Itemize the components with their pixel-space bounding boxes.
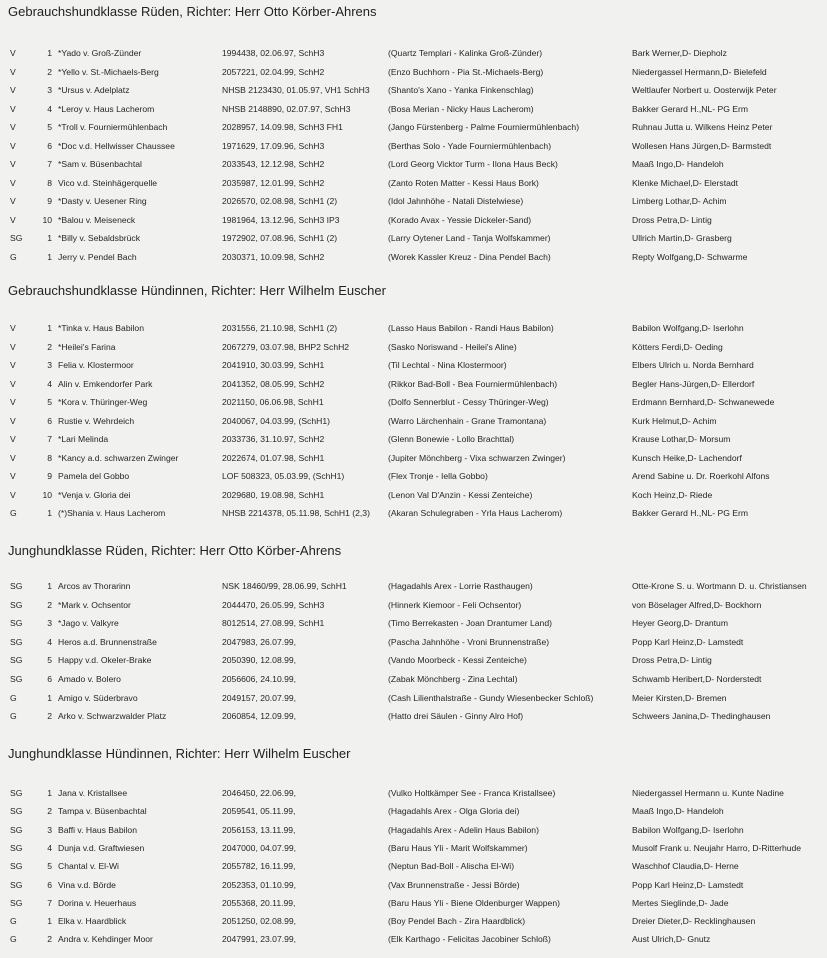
dog-name: Heros a.d. Brunnenstraße <box>58 636 157 647</box>
parents: (Warro Lärchenhain - Grane Tramontana) <box>388 415 547 426</box>
registration-info: 1972902, 07.08.96, SchH1 (2) <box>222 233 338 243</box>
table-row <box>0 693 827 708</box>
registration-info: 2041352, 08.05.99, SchH2 <box>222 378 325 389</box>
placing: 5 <box>47 397 52 407</box>
owner: Maaß Ingo,D- Handeloh <box>632 159 724 169</box>
registration-info: 2047983, 26.07.99, <box>222 636 297 647</box>
registration-info: LOF 508323, 05.03.99, (SchH1) <box>222 471 345 481</box>
registration-info: 2051250, 02.08.99, <box>222 916 297 927</box>
placing: 10 <box>42 214 52 225</box>
rating: G <box>10 508 17 518</box>
registration-info: NHSB 2148890, 02.07.97, SchH3 <box>222 103 351 114</box>
parents: (Dolfo Sennerblut - Cessy Thüringer-Weg) <box>388 397 549 407</box>
dog-name: *Sam v. Büsenbachtal <box>58 159 142 169</box>
table-row <box>0 379 827 394</box>
registration-info: 2055782, 16.11.99, <box>222 861 296 872</box>
dog-name: *Kancy a.d. schwarzen Zwinger <box>58 452 179 463</box>
dog-name: Jerry v. Pendel Bach <box>58 251 137 262</box>
rating: SG <box>10 636 23 647</box>
rating: V <box>10 378 16 389</box>
dog-name: Arko v. Schwarzwalder Platz <box>58 711 167 722</box>
registration-info: 2055368, 20.11.99, <box>222 897 296 908</box>
registration-info: 1971629, 17.09.96, SchH3 <box>222 140 325 151</box>
rating: G <box>10 251 17 262</box>
placing: 6 <box>47 879 52 890</box>
owner: von Böselager Alfred,D- Bockhorn <box>632 599 762 610</box>
table-row <box>0 252 827 267</box>
rating: SG <box>10 842 23 853</box>
parents: (Bosa Merian - Nicky Haus Lacherom) <box>388 103 534 114</box>
registration-info: 2047000, 04.07.99, <box>222 842 297 853</box>
dog-name: *Yello v. St.-Michaels-Berg <box>58 66 159 77</box>
owner: Schwamb Heribert,D- Norderstedt <box>632 674 762 684</box>
registration-info: 2047991, 23.07.99, <box>222 934 297 945</box>
parents: (Neptun Bad-Boll - Alischa El-Wi) <box>388 861 515 872</box>
table-row <box>0 397 827 412</box>
placing: 5 <box>47 861 52 872</box>
placing: 3 <box>47 85 52 95</box>
placing: 7 <box>47 434 52 444</box>
parents: (Vulko Holtkämper See - Franca Kristallsee) <box>388 788 556 798</box>
rating: SG <box>10 618 23 629</box>
parents: (Idol Jahnhöhe - Natali Distelwiese) <box>388 196 524 206</box>
owner: Otte-Krone S. u. Wortmann D. u. Christiansen <box>632 581 807 591</box>
registration-info: 8012514, 27.08.99, SchH1 <box>222 618 325 629</box>
rating: V <box>10 360 16 370</box>
rating: V <box>10 489 16 500</box>
dog-name: *Yado v. Groß-Zünder <box>58 48 142 58</box>
owner: Kunsch Heike,D- Lachendorf <box>632 452 742 463</box>
placing: 5 <box>47 122 52 132</box>
table-row <box>0 233 827 248</box>
dog-name: Baffi v. Haus Babilon <box>58 824 137 835</box>
dog-name: Dorina v. Heuerhaus <box>58 897 137 908</box>
table-row <box>0 490 827 505</box>
table-row <box>0 159 827 174</box>
table-row <box>0 85 827 100</box>
parents: (Lenon Val D'Anzin - Kessi Zenteiche) <box>388 489 533 500</box>
parents: (Timo Berrekasten - Joan Drantumer Land) <box>388 618 552 629</box>
placing: 1 <box>47 916 52 927</box>
dog-name: Amado v. Bolero <box>58 674 121 684</box>
registration-info: 2057221, 02.04.99, SchH2 <box>222 66 325 77</box>
placing: 7 <box>47 897 52 908</box>
parents: (Jango Fürstenberg - Palme Fourniermühlenbach) <box>388 122 580 132</box>
rating: V <box>10 177 16 188</box>
placing: 6 <box>47 415 52 426</box>
parents: (Hagadahls Arex - Adelin Haus Babilon) <box>388 824 539 835</box>
dog-name: Jana v. Kristallsee <box>58 788 128 798</box>
table-row <box>0 711 827 726</box>
rating: V <box>10 85 16 95</box>
table-row <box>0 48 827 63</box>
table-row <box>0 471 827 486</box>
rating: V <box>10 140 16 151</box>
placing: 1 <box>47 48 52 58</box>
dog-name: Tampa v. Büsenbachtal <box>58 806 147 817</box>
dog-name: (*)Shania v. Haus Lacherom <box>58 508 166 518</box>
rating: V <box>10 48 16 58</box>
parents: (Lord Georg Vicktor Turm - Ilona Haus Beck) <box>388 159 558 169</box>
owner: Heyer Georg,D- Drantum <box>632 618 728 629</box>
placing: 1 <box>47 323 52 333</box>
parents: (Glenn Bonewie - Lollo Brachttal) <box>388 434 515 444</box>
rating: G <box>10 916 17 927</box>
owner: Klenke Michael,D- Elerstadt <box>632 177 739 188</box>
dog-name: *Mark v. Ochsentor <box>58 599 131 610</box>
owner: Wollesen Hans Jürgen,D- Barmstedt <box>632 140 772 151</box>
owner: Ruhnau Jutta u. Wilkens Heinz Peter <box>632 122 773 132</box>
dog-name: Chantal v. El-Wi <box>58 861 119 872</box>
registration-info: 2028957, 14.09.98, SchH3 FH1 <box>222 122 343 132</box>
dog-name: Dunja v.d. Graftwiesen <box>58 842 145 853</box>
parents: (Korado Avax - Yessie Dickeler-Sand) <box>388 214 532 225</box>
placing: 2 <box>47 599 52 610</box>
registration-info: 1981964, 13.12.96, SchH3 IP3 <box>222 214 340 225</box>
owner: Musolf Frank u. Neujahr Harro, D-Ritterhude <box>632 842 802 853</box>
placing: 5 <box>47 655 52 666</box>
parents: (Rikkor Bad-Boll - Bea Fourniermühlenbach) <box>388 378 558 389</box>
table-row <box>0 141 827 156</box>
owner: Bark Werner,D- Diepholz <box>632 48 727 58</box>
owner: Elbers Ulrich u. Norda Bernhard <box>632 360 754 370</box>
registration-info: 2021150, 06.06.98, SchH1 <box>222 397 324 407</box>
owner: Bakker Gerard H.,NL- PG Erm <box>632 103 749 114</box>
owner: Koch Heinz,D- Riede <box>632 489 713 500</box>
parents: (Larry Oytener Land - Tanja Wolfskammer) <box>388 233 551 243</box>
table-row <box>0 453 827 468</box>
table-row <box>0 825 827 840</box>
placing: 2 <box>47 341 52 352</box>
dog-name: Felia v. Klostermoor <box>58 360 134 370</box>
placing: 2 <box>47 806 52 817</box>
registration-info: 1994438, 02.06.97, SchH3 <box>222 48 325 58</box>
rating: V <box>10 434 16 444</box>
dog-name: Andra v. Kehdinger Moor <box>58 934 153 945</box>
owner: Repty Wolfgang,D- Schwarme <box>632 251 748 262</box>
dog-name: *Troll v. Fourniermühlenbach <box>58 122 168 132</box>
owner: Aust Ulrich,D- Gnutz <box>632 934 711 945</box>
parents: (Enzo Buchhorn - Pia St.-Michaels-Berg) <box>388 66 544 77</box>
section-title: Junghundklasse Hündinnen, Richter: Herr Wilhelm Euscher <box>8 746 351 761</box>
parents: (Hinnerk Kiemoor - Feli Ochsentor) <box>388 599 522 610</box>
registration-info: 2041910, 30.03.99, SchH1 <box>222 360 325 370</box>
rating: V <box>10 415 16 426</box>
dog-name: Vina v.d. Börde <box>58 879 116 890</box>
registration-info: 2044470, 26.05.99, SchH3 <box>222 599 325 610</box>
rating: V <box>10 66 16 77</box>
parents: (Vax Brunnenstraße - Jessi Börde) <box>388 879 520 890</box>
dog-name: Rustie v. Wehrdeich <box>58 415 135 426</box>
rating: SG <box>10 655 23 666</box>
dog-name: *Billy v. Sebaldsbrück <box>58 233 140 243</box>
owner: Niedergassel Hermann,D- Bielefeld <box>632 66 767 77</box>
parents: (Baru Haus Yli - Biene Oldenburger Wappen) <box>388 897 560 908</box>
placing: 6 <box>47 140 52 151</box>
rating: SG <box>10 599 23 610</box>
section-title: Gebrauchshundklasse Hündinnen, Richter: Herr Wilhelm Euscher <box>8 283 386 298</box>
table-row <box>0 861 827 876</box>
parents: (Hagadahls Arex - Lorrie Rasthaugen) <box>388 581 533 591</box>
parents: (Hatto drei Säulen - Ginny Alro Hof) <box>388 711 524 722</box>
owner: Kurk Helmut,D- Achim <box>632 415 717 426</box>
parents: (Flex Tronje - Iella Gobbo) <box>388 471 488 481</box>
table-row <box>0 360 827 375</box>
registration-info: 2060854, 12.09.99, <box>222 711 297 722</box>
table-row <box>0 806 827 821</box>
placing: 4 <box>47 378 52 389</box>
registration-info: 2056606, 24.10.99, <box>222 674 297 684</box>
rating: V <box>10 196 16 206</box>
placing: 6 <box>47 674 52 684</box>
owner: Arend Sabine u. Dr. Roerkohl Alfons <box>632 471 770 481</box>
owner: Babilon Wolfgang,D- Iserlohn <box>632 323 744 333</box>
parents: (Baru Haus Yli - Marit Wolfskammer) <box>388 842 528 853</box>
table-row <box>0 600 827 615</box>
dog-name: Elka v. Haardblick <box>58 916 127 927</box>
dog-name: Vico v.d. Steinhägerquelle <box>58 177 158 188</box>
rating: SG <box>10 824 23 835</box>
dog-name: *Tinka v. Haus Babilon <box>58 323 144 333</box>
owner: Krause Lothar,D- Morsum <box>632 434 731 444</box>
registration-info: 2056153, 13.11.99, <box>222 824 296 835</box>
dog-name: Alin v. Emkendorfer Park <box>58 378 153 389</box>
registration-info: NSK 18460/99, 28.06.99, SchH1 <box>222 581 347 591</box>
owner: Begler Hans-Jürgen,D- Ellerdorf <box>632 378 755 389</box>
dog-name: *Jago v. Valkyre <box>58 618 119 629</box>
parents: (Til Lechtal - Nina Klostermoor) <box>388 360 507 370</box>
table-row <box>0 674 827 689</box>
rating: V <box>10 471 16 481</box>
dog-name: *Leroy v. Haus Lacherom <box>58 103 155 114</box>
dog-name: Amigo v. Süderbravo <box>58 692 138 703</box>
placing: 8 <box>47 452 52 463</box>
placing: 3 <box>47 360 52 370</box>
table-row <box>0 122 827 137</box>
parents: (Vando Moorbeck - Kessi Zenteiche) <box>388 655 527 666</box>
placing: 1 <box>47 788 52 798</box>
owner: Ullrich Martin,D- Grasberg <box>632 233 732 243</box>
parents: (Elk Karthago - Felicitas Jacobiner Schloß) <box>388 934 551 945</box>
owner: Erdmann Bernhard,D- Schwanewede <box>632 397 775 407</box>
parents: (Shanto's Xano - Yanka Finkenschlag) <box>388 85 534 95</box>
registration-info: 2059541, 05.11.99, <box>222 806 296 817</box>
placing: 1 <box>47 233 52 243</box>
table-row <box>0 416 827 431</box>
dog-name: Happy v.d. Okeler-Brake <box>58 655 152 666</box>
placing: 7 <box>47 159 52 169</box>
registration-info: 2049157, 20.07.99, <box>222 692 297 703</box>
rating: SG <box>10 861 23 872</box>
registration-info: 2033736, 31.10.97, SchH2 <box>222 434 325 444</box>
table-row <box>0 916 827 931</box>
placing: 1 <box>47 581 52 591</box>
placing: 4 <box>47 103 52 114</box>
registration-info: 2040067, 04.03.99, (SchH1) <box>222 415 330 426</box>
registration-info: 2052353, 01.10.99, <box>222 879 297 890</box>
section-title: Junghundklasse Rüden, Richter: Herr Otto Körber-Ahrens <box>8 543 342 558</box>
parents: (Jupiter Mönchberg - Vixa schwarzen Zwinger) <box>388 452 566 463</box>
placing: 2 <box>47 66 52 77</box>
owner: Popp Karl Heinz,D- Lamstedt <box>632 879 744 890</box>
table-row <box>0 323 827 338</box>
placing: 9 <box>47 471 52 481</box>
rating: SG <box>10 897 23 908</box>
parents: (Pascha Jahnhöhe - Vroni Brunnenstraße) <box>388 636 550 647</box>
dog-name: Arcos av Thorarinn <box>58 581 131 591</box>
table-row <box>0 581 827 596</box>
owner: Babilon Wolfgang,D- Iserlohn <box>632 824 744 835</box>
table-row <box>0 104 827 119</box>
registration-info: 2067279, 03.07.98, BHP2 SchH2 <box>222 341 350 352</box>
parents: (Zanto Roten Matter - Kessi Haus Bork) <box>388 177 539 188</box>
table-row <box>0 655 827 670</box>
table-row <box>0 637 827 652</box>
dog-name: *Doc v.d. Hellwisser Chaussee <box>58 140 175 151</box>
dog-name: *Balou v. Meiseneck <box>58 214 136 225</box>
registration-info: NHSB 2214378, 05.11.98, SchH1 (2,3) <box>222 508 370 518</box>
rating: G <box>10 692 17 703</box>
table-row <box>0 788 827 803</box>
dog-name: *Venja v. Gloria dei <box>58 489 131 500</box>
dog-name: *Heilei's Farina <box>58 341 116 352</box>
registration-info: 2046450, 22.06.99, <box>222 788 297 798</box>
parents: (Lasso Haus Babilon - Randi Haus Babilon) <box>388 323 554 333</box>
owner: Mertes Sieglinde,D- Jade <box>632 897 729 908</box>
parents: (Worek Kassler Kreuz - Dina Pendel Bach) <box>388 251 551 262</box>
rating: V <box>10 397 16 407</box>
placing: 1 <box>47 692 52 703</box>
placing: 10 <box>42 489 52 500</box>
parents: (Hagadahls Arex - Olga Gloria dei) <box>388 806 520 817</box>
rating: G <box>10 711 17 722</box>
parents: (Boy Pendel Bach - Zira Haardblick) <box>388 916 526 927</box>
owner: Bakker Gerard H.,NL- PG Erm <box>632 508 749 518</box>
table-row <box>0 934 827 949</box>
owner: Weltlaufer Norbert u. Oosterwijk Peter <box>632 85 777 95</box>
rating: SG <box>10 674 23 684</box>
placing: 3 <box>47 618 52 629</box>
rating: V <box>10 323 16 333</box>
table-row <box>0 898 827 913</box>
placing: 1 <box>47 251 52 262</box>
owner: Limberg Lothar,D- Achim <box>632 196 727 206</box>
placing: 9 <box>47 196 52 206</box>
rating: V <box>10 159 16 169</box>
owner: Waschhof Claudia,D- Herne <box>632 861 739 872</box>
registration-info: 2031556, 21.10.98, SchH1 (2) <box>222 323 338 333</box>
dog-name: *Dasty v. Uesener Ring <box>58 196 147 206</box>
table-row <box>0 342 827 357</box>
owner: Dross Petra,D- Lintig <box>632 214 712 225</box>
rating: SG <box>10 233 23 243</box>
dog-name: *Ursus v. Adelplatz <box>58 85 130 95</box>
dog-name: *Lari Melinda <box>58 434 109 444</box>
parents: (Quartz Templari - Kalinka Groß-Zünder) <box>388 48 543 58</box>
table-row <box>0 67 827 82</box>
table-row <box>0 178 827 193</box>
parents: (Sasko Noriswand - Heilei's Aline) <box>388 341 517 352</box>
table-row <box>0 618 827 633</box>
table-row <box>0 880 827 895</box>
owner: Meier Kirsten,D- Bremen <box>632 692 727 703</box>
rating: V <box>10 341 16 352</box>
owner: Maaß Ingo,D- Handeloh <box>632 806 724 817</box>
rating: SG <box>10 788 23 798</box>
registration-info: 2035987, 12.01.99, SchH2 <box>222 177 325 188</box>
rating: V <box>10 452 16 463</box>
parents: (Zabak Mönchberg - Zina Lechtal) <box>388 674 518 684</box>
placing: 2 <box>47 711 52 722</box>
placing: 8 <box>47 177 52 188</box>
registration-info: 2029680, 19.08.98, SchH1 <box>222 489 325 500</box>
rating: V <box>10 103 16 114</box>
rating: V <box>10 122 16 132</box>
table-row <box>0 434 827 449</box>
owner: Popp Karl Heinz,D- Lamstedt <box>632 636 744 647</box>
rating: SG <box>10 806 23 817</box>
section-title: Gebrauchshundklasse Rüden, Richter: Herr Otto Körber-Ahrens <box>8 4 377 19</box>
rating: V <box>10 214 16 225</box>
owner: Schweers Janina,D- Thedinghausen <box>632 711 771 722</box>
registration-info: 2033543, 12.12.98, SchH2 <box>222 159 325 169</box>
rating: SG <box>10 879 23 890</box>
placing: 4 <box>47 842 52 853</box>
placing: 4 <box>47 636 52 647</box>
dog-name: Pamela del Gobbo <box>58 471 130 481</box>
owner: Dross Petra,D- Lintig <box>632 655 712 666</box>
parents: (Akaran Schulegraben - Yrla Haus Lacherom) <box>388 508 563 518</box>
registration-info: 2022674, 01.07.98, SchH1 <box>222 452 325 463</box>
table-row <box>0 843 827 858</box>
registration-info: 2026570, 02.08.98, SchH1 (2) <box>222 196 338 206</box>
owner: Niedergassel Hermann u. Kunte Nadine <box>632 788 784 798</box>
table-row <box>0 215 827 230</box>
table-row <box>0 508 827 523</box>
table-row <box>0 196 827 211</box>
parents: (Berthas Solo - Yade Fourniermühlenbach) <box>388 140 552 151</box>
registration-info: NHSB 2123430, 01.05.97, VH1 SchH3 <box>222 85 370 95</box>
placing: 3 <box>47 824 52 835</box>
placing: 1 <box>47 508 52 518</box>
dog-name: *Kora v. Thüringer-Weg <box>58 397 148 407</box>
registration-info: 2030371, 10.09.98, SchH2 <box>222 251 325 262</box>
owner: Kötters Ferdi,D- Oeding <box>632 341 723 352</box>
parents: (Cash Lilienthalstraße - Gundy Wiesenbecker Schloß) <box>388 692 594 703</box>
rating: G <box>10 934 17 945</box>
placing: 2 <box>47 934 52 945</box>
registration-info: 2050390, 12.08.99, <box>222 655 297 666</box>
owner: Dreier Dieter,D- Recklinghausen <box>632 916 756 927</box>
rating: SG <box>10 581 23 591</box>
